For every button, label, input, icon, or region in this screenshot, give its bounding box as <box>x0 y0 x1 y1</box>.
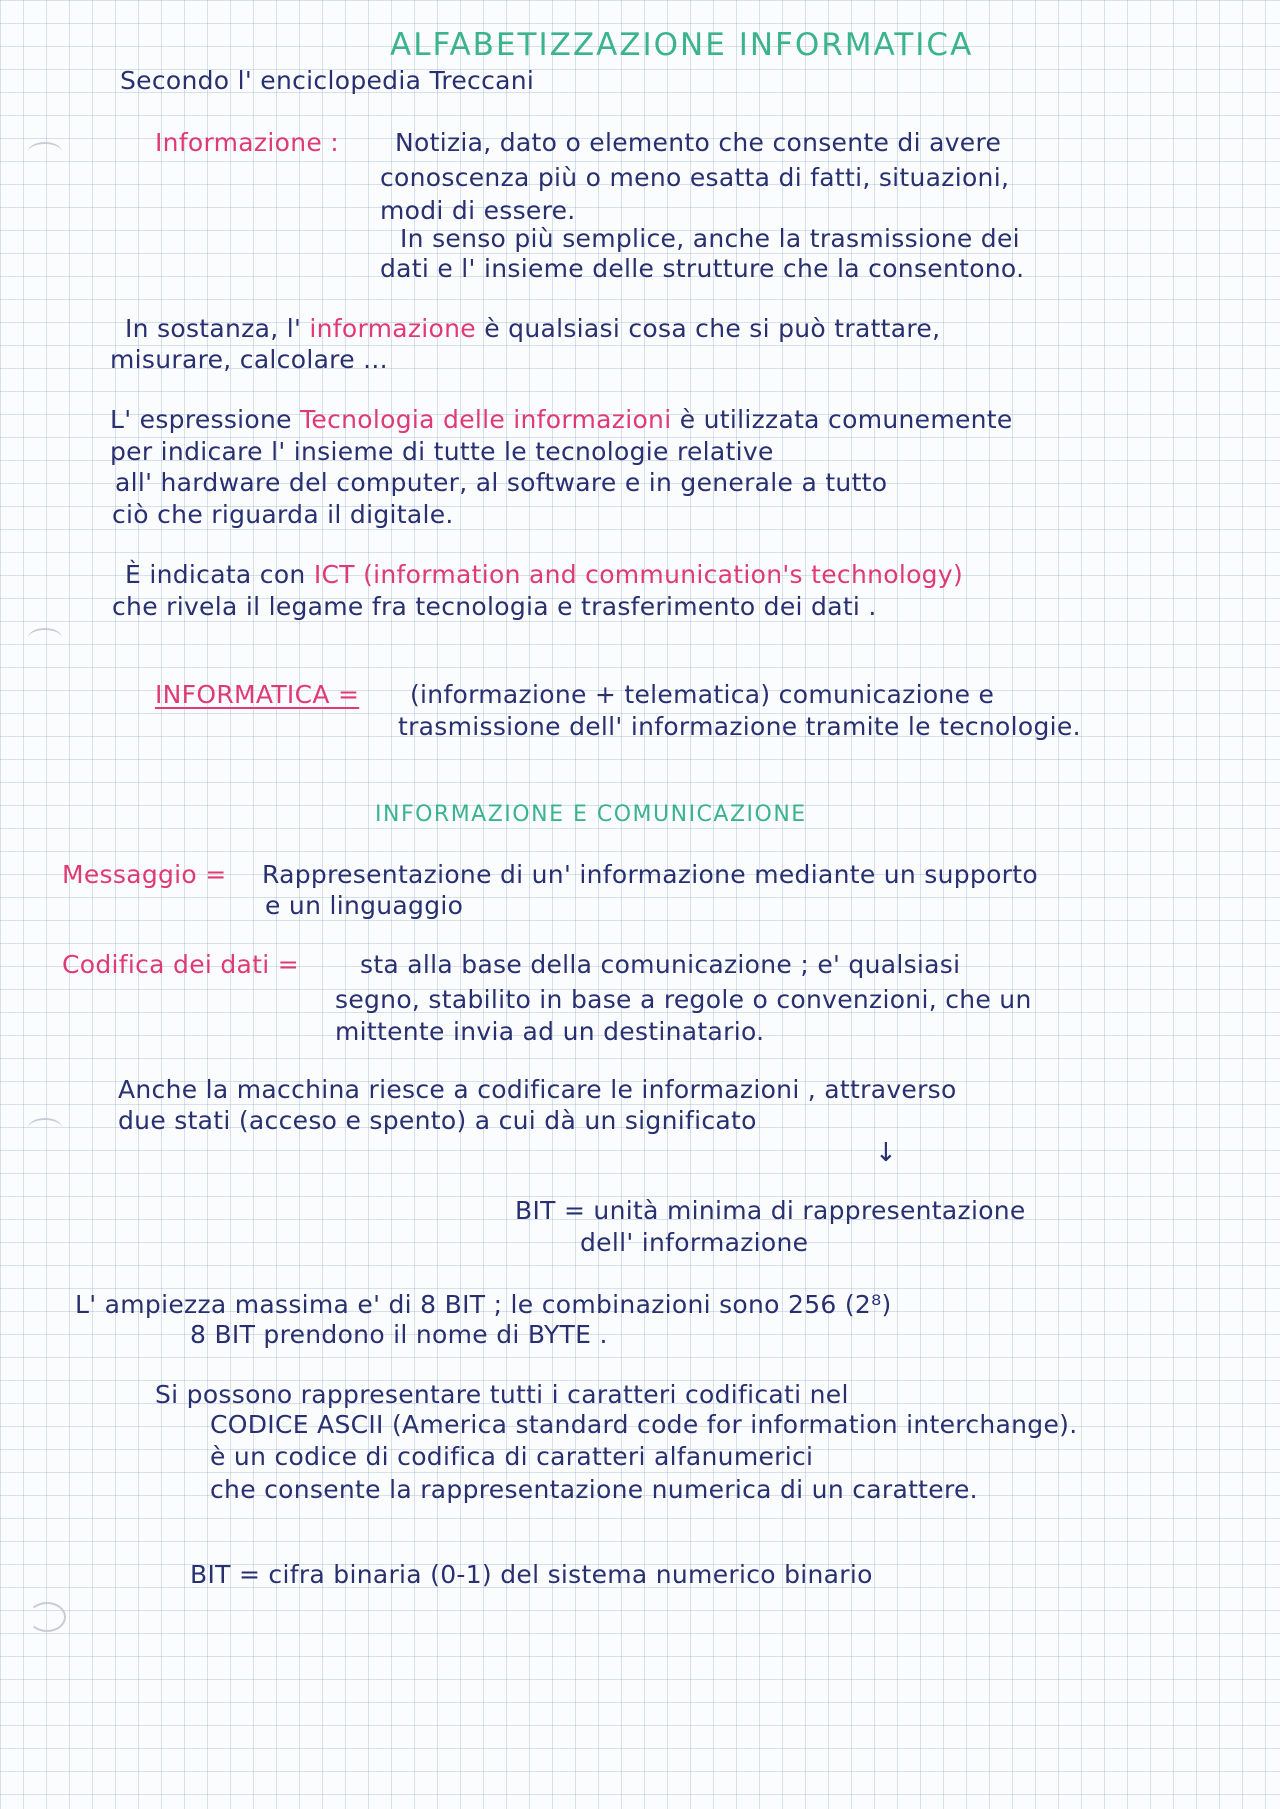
binder-hole-ring <box>28 1602 66 1632</box>
definition-line: (informazione + telematica) comunicazione e <box>410 680 995 709</box>
paragraph-line: per indicare l' insieme di tutte le tecnologie relative <box>110 437 774 466</box>
paragraph-ict <box>125 560 963 590</box>
paragraph-line: CODICE ASCII (America standard code for information interchange). <box>210 1410 1078 1439</box>
definition-line: dati e l' insieme delle strutture che la consentono. <box>380 254 1025 283</box>
paragraph-line: L' ampiezza massima e' di 8 BIT ; le combinazioni sono 256 (2⁸) <box>75 1290 892 1319</box>
definition-line: BIT = unità minima di rappresentazione <box>515 1196 1026 1225</box>
definition-line: dell' informazione <box>580 1228 809 1257</box>
definition-line: conoscenza più o meno esatta di fatti, situazioni, <box>380 163 1010 192</box>
down-arrow-icon: ↓ <box>875 1138 897 1168</box>
highlight-term: Tecnologia delle informazioni <box>300 405 672 434</box>
paragraph-line: è un codice di codifica di caratteri alfanumerici <box>210 1442 814 1471</box>
term-informatica: INFORMATICA = <box>155 680 360 709</box>
definition-line: Rappresentazione di un' informazione mediante un supporto <box>262 860 1038 889</box>
definition-line: sta alla base della comunicazione ; e' qualsiasi <box>360 950 961 979</box>
definition-line: trasmissione dell' informazione tramite le tecnologie. <box>398 712 1081 741</box>
paragraph-line: ciò che riguarda il digitale. <box>112 500 454 529</box>
definition-line: In senso più semplice, anche la trasmissione dei <box>400 224 1020 253</box>
text: L' espressione <box>110 405 292 434</box>
definition-line: mittente invia ad un destinatario. <box>335 1017 765 1046</box>
term-codifica: Codifica dei dati = <box>62 950 299 979</box>
paragraph-sostanza <box>125 314 940 344</box>
paragraph-line: che rivela il legame fra tecnologia e trasferimento dei dati . <box>112 592 877 621</box>
page-title: ALFABETIZZAZIONE INFORMATICA <box>390 27 974 63</box>
paragraph-line: Si possono rappresentare tutti i caratteri codificati nel <box>155 1380 849 1409</box>
paragraph-line: all' hardware del computer, al software e in generale a tutto <box>115 468 888 497</box>
definition-line: segno, stabilito in base a regole o convenzioni, che un <box>335 985 1032 1014</box>
binder-hole-mark <box>28 142 62 162</box>
paragraph-line: che consente la rappresentazione numerica di un carattere. <box>210 1475 978 1504</box>
paragraph-line: Anche la macchina riesce a codificare le informazioni , attraverso <box>118 1075 957 1104</box>
section-title: INFORMAZIONE E COMUNICAZIONE <box>375 802 807 827</box>
paragraph-line: due stati (acceso e spento) a cui dà un significato <box>118 1106 757 1135</box>
paragraph-line: misurare, calcolare ... <box>110 345 388 374</box>
definition-line: modi di essere. <box>380 196 576 225</box>
highlight-term: informazione <box>309 314 476 343</box>
term-messaggio: Messaggio = <box>62 860 227 889</box>
highlight-term: ICT (information and communication's technology) <box>313 560 963 589</box>
paragraph-line: BIT = cifra binaria (0-1) del sistema numerico binario <box>190 1560 873 1589</box>
paragraph-tecnologia <box>110 405 1013 435</box>
text: È indicata con <box>125 560 306 589</box>
term-informazione: Informazione : <box>155 128 339 157</box>
text: In sostanza, l' <box>125 314 302 343</box>
paragraph-line: 8 BIT prendono il nome di BYTE . <box>190 1320 608 1349</box>
binder-hole-mark <box>28 1118 62 1138</box>
definition-line: e un linguaggio <box>265 891 464 920</box>
text: è utilizzata comunemente <box>679 405 1013 434</box>
source-line: Secondo l' enciclopedia Treccani <box>120 66 535 95</box>
text: è qualsiasi cosa che si può trattare, <box>484 314 941 343</box>
binder-hole-mark <box>28 628 62 648</box>
definition-line: Notizia, dato o elemento che consente di avere <box>395 128 1002 157</box>
